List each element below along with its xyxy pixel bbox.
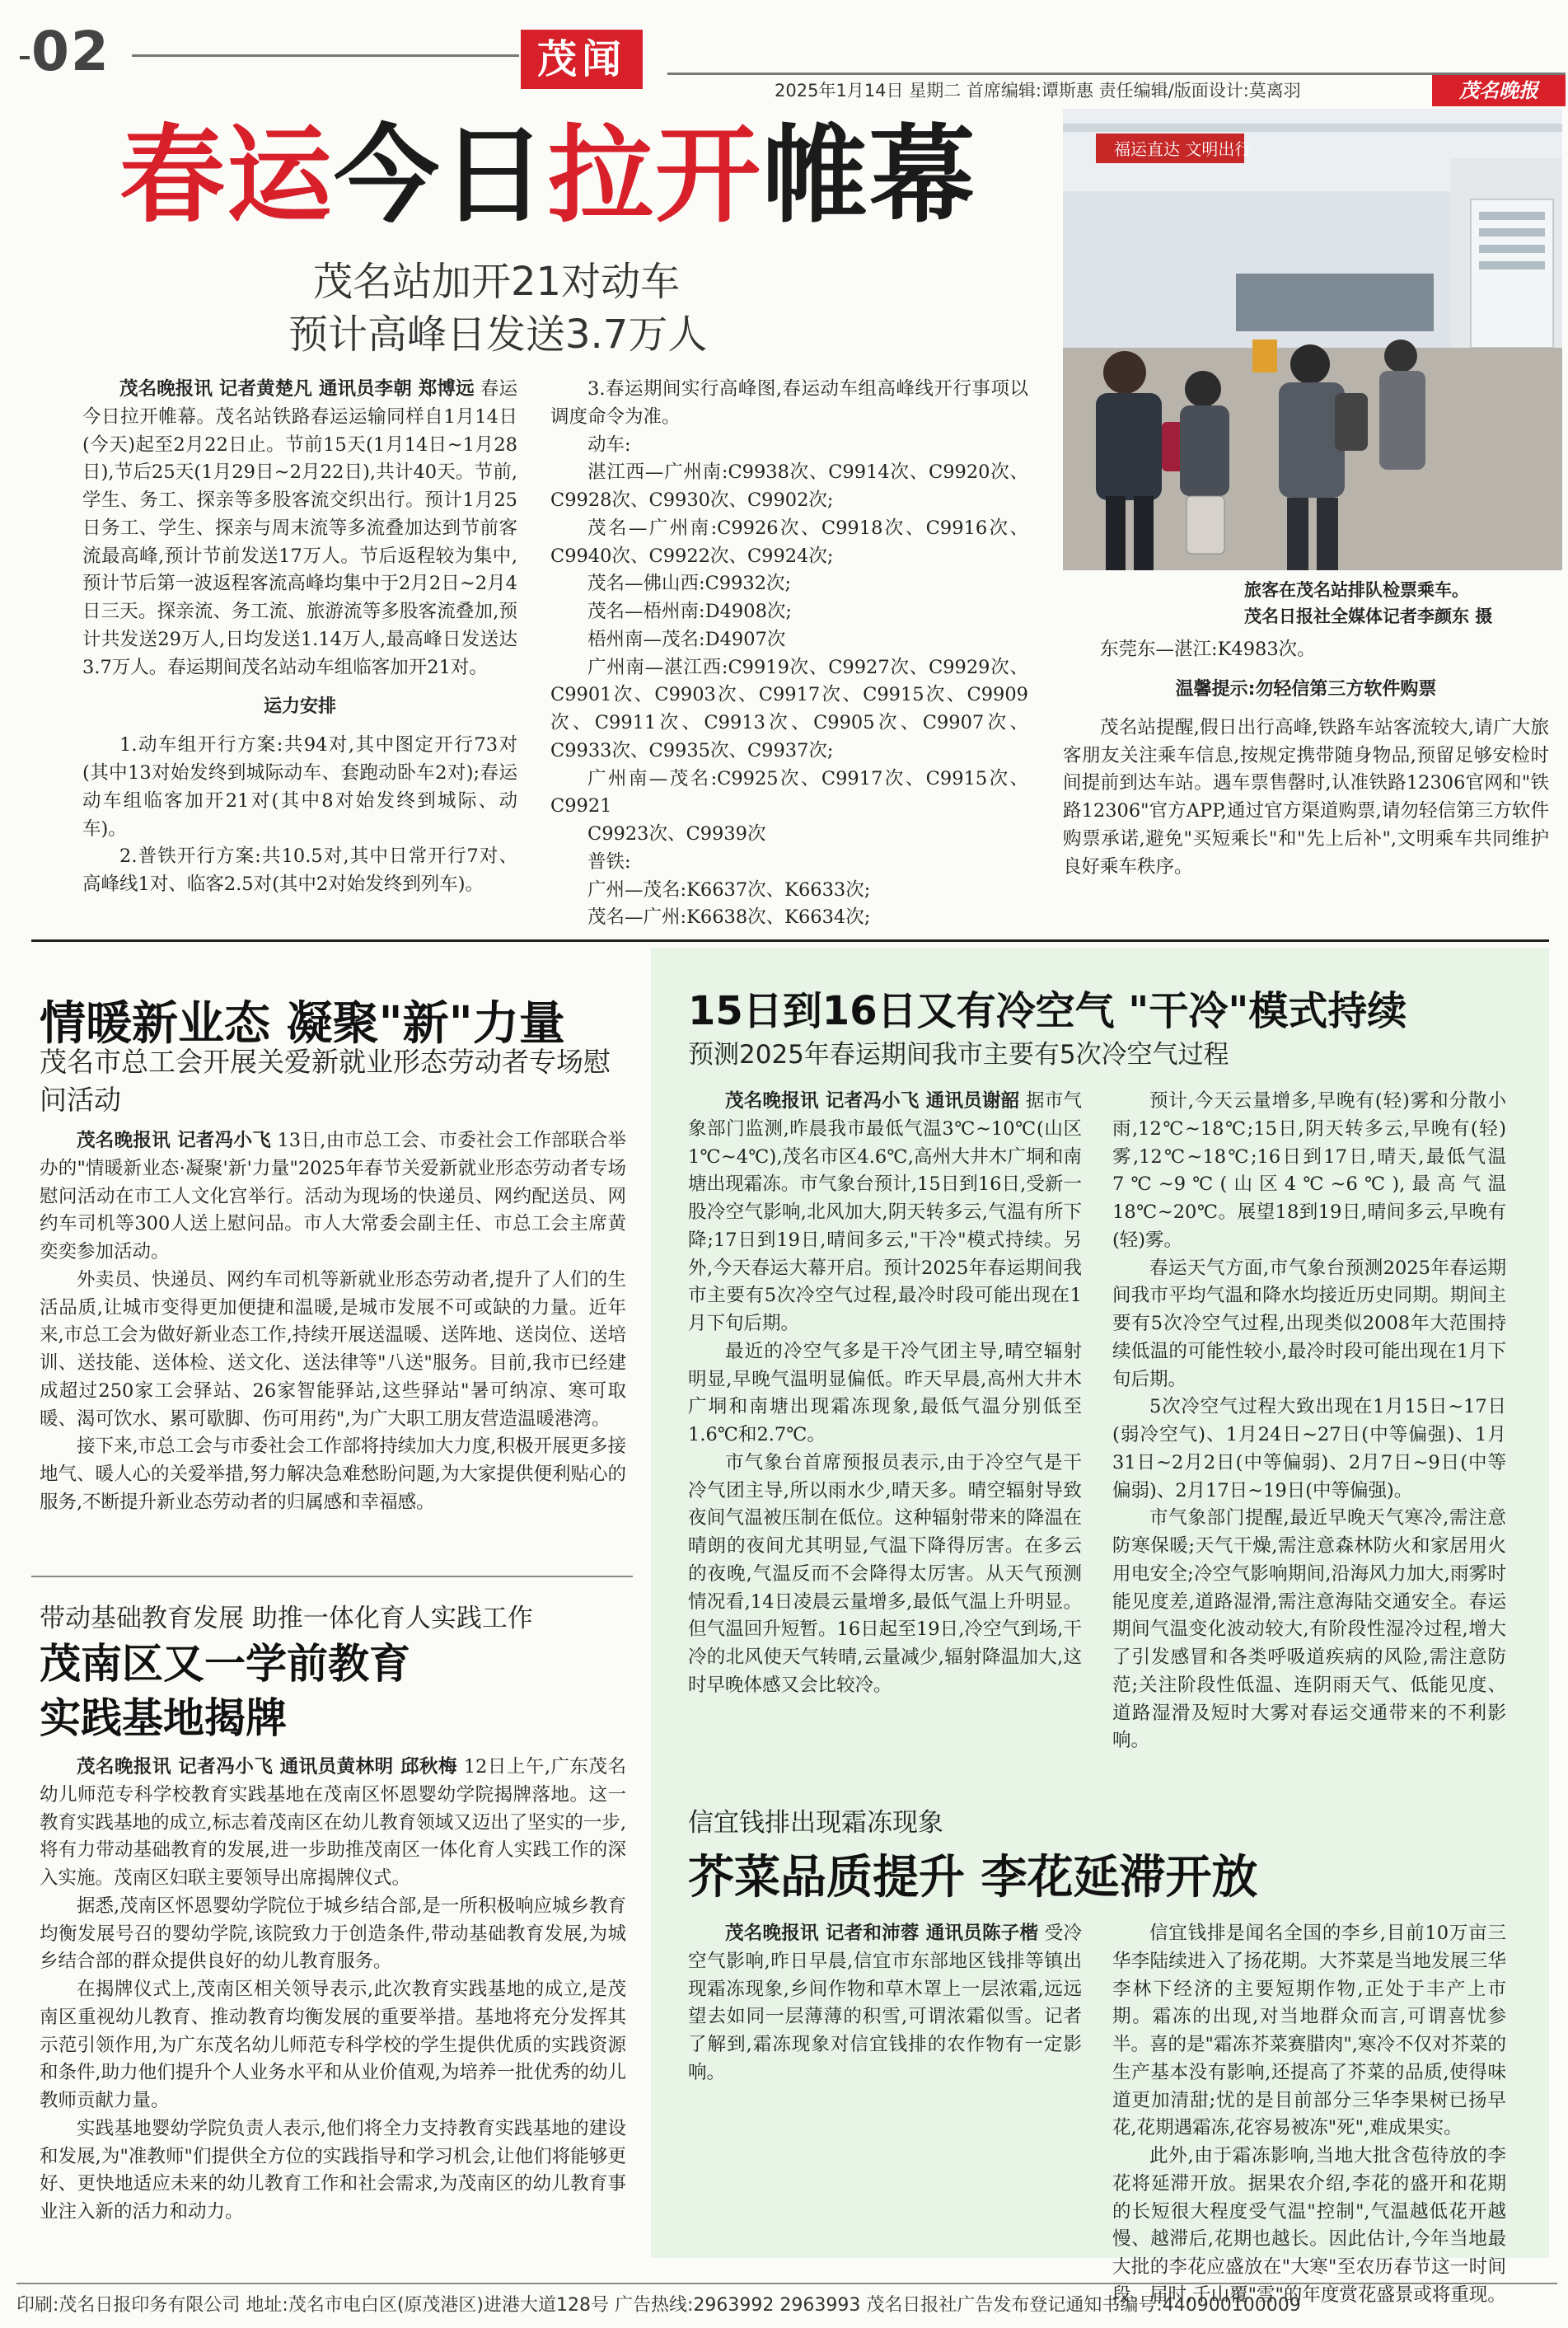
preschool-title [40, 1637, 410, 1745]
mustard-column-1 [688, 1920, 1082, 2087]
weather-paragraph-2: 最近的冷空气多是干冷气团主导,晴空辐射明显,早晚气温明显偏低。昨天早晨,高州大井木广垌和南塘出现霜冻现象,最低气温分别低至1.6℃和2.7℃。 [688, 1340, 1082, 1445]
schedule-line: 东莞东—湛江:K4983次。 [1100, 639, 1316, 660]
mustard-paragraph-1: 受冷空气影响,昨日早晨,信宜市东部地区钱排等镇出现霜冻现象,乡间作物和草木罩上一层浓霜,远远望去如同一层薄薄的积雪,可谓浓霜似雪。记者了解到,霜冻现象对信宜钱排的农作物有一定影响。 [688, 1923, 1082, 2083]
photo-caption-line-2: 茂名日报社全媒体记者李颜东 摄 [1244, 607, 1493, 626]
preschool-paragraph-1: 12日上午,广东茂名幼儿师范专科学校教育实践基地在茂南区怀恩婴幼学院揭牌落地。这一教育实践基地的成立,标志着茂南区在幼儿教育领域又迈出了坚实的一步,将有力带动基础教育的发展,进一步助推茂南区一体化育人实践工作的深入实施。茂南区妇联主要领导出席揭牌仪式。 [40, 1756, 626, 1889]
lead-byline: 茂名晚报讯 记者黄楚凡 通讯员李朝 郑博远 [119, 378, 475, 400]
union-paragraph-2: 外卖员、快递员、网约车司机等新就业形态劳动者,提升了人们的生活品质,让城市变得更加便捷和温暖,是城市发展不可或缺的力量。近年来,市总工会为做好新业态工作,持续开展送温暖、送阵地、送岗位、送培训、送技能、送体检、送文化、送法律等"八送"服务。目前,我市已经建成超过250家工会驿站、26家智能驿站,这些驿站"暑可纳凉、寒可取暖、渴可饮水、累可歇脚、伤可用药",为广大职工朋友营造温暖港湾。 [40, 1268, 626, 1430]
schedule-line: 动车: [587, 433, 631, 456]
schedule-line: 广州南—茂名:C9925次、C9917次、C9915次、C9921 [550, 767, 1028, 817]
weather-paragraph-4: 预计,今天云量增多,早晚有(轻)雾和分散小雨,12℃~18℃;15日,阴天转多云,早晚有(轻)雾,12℃~18℃;16日到17日,晴天,最低气温7℃~9℃(山区4℃~6℃),最高气温18℃~20℃。展望18到19日,晴间多云,早晚有(轻)雾。 [1112, 1090, 1506, 1251]
lead-section-title: 运力安排 [263, 696, 336, 718]
lead-column-3 [1063, 636, 1549, 881]
schedule-line: C9923次、C9939次 [587, 823, 766, 845]
schedule-line: 3.春运期间实行高峰图,春运动车组高峰线开行事项以调度命令为准。 [550, 378, 1028, 428]
preschool-body [40, 1754, 626, 2227]
weather-byline: 茂名晚报讯 记者冯小飞 通讯员谢韶 [725, 1090, 1020, 1112]
lead-subhead-line-1: 茂名站加开21对动车 [313, 259, 681, 305]
photo-caption [1244, 577, 1557, 630]
mustard-paragraph-2: 信宜钱排是闻名全国的李乡,目前10万亩三华李陆续进入了扬花期。大芥菜是当地发展三华李林下经济的主要短期作物,正处于丰产上市期。霜冻的出现,对当地群众而言,可谓喜忧参半。喜的是"霜冻芥菜赛腊肉",寒冷不仅对芥菜的生产基本没有影响,还提高了芥菜的品质,使得味道更加清甜;忧的是目前部分三华李果树已扬早花,花期遇霜冻,花容易被冻"死",难成果实。 [1112, 1923, 1506, 2139]
union-paragraph-3: 接下来,市总工会与市委社会工作部将持续加大力度,积极开展更多接地气、暖人心的关爱举措,努力解决急难愁盼问题,为大家提供便利贴心的服务,不断提升新业态劳动者的归属感和幸福感。 [40, 1436, 626, 1513]
weather-paragraph-1: 据市气象部门监测,昨晨我市最低气温3℃~10℃(山区1℃~4℃),茂名市区4.6℃,高州大井木广垌和南塘出现霜冻。市气象台预计,15日到16日,受新一股冷空气影响,北风加大,阴天转多云,气温有所下降;17日到19日,晴间多云,"干冷"模式持续。另外,今天春运大幕开启。预计2025年春运期间我市主要有5次冷空气过程,最冷时段可能出现在1月下旬后期。 [688, 1090, 1083, 1334]
schedule-line: 广州—茂名:K6637次、K6633次; [587, 878, 871, 901]
lead-subhead-line-2: 预计高峰日发送3.7万人 [288, 311, 708, 358]
page-number: 02 [31, 20, 110, 83]
header-rule [132, 54, 519, 57]
photo-sign-text: 福运直达 文明出行 [1114, 139, 1252, 159]
tip-title: 温馨提示:勿轻信第三方软件购票 [1175, 678, 1437, 700]
weather-subtitle: 预测2025年春运期间我市主要有5次冷空气过程 [688, 1040, 1229, 1070]
weather-paragraph-3: 市气象台首席预报员表示,由于冷空气是干冷气团主导,所以雨水少,晴天多。晴空辐射导致夜间气温被压制在低位。这种辐射带来的降温在晴朗的夜间尤其明显,气温下降得厉害。在多云的夜晚,气温反而不会降得太厉害。从天气预测情况看,14日凌晨云量增多,最低气温上升明显。但气温回升短暂。16日起至19日,冷空气到场,干冷的北风使天气转晴,云量减少,辐射降温加大,这时早晚体感又会比较冷。 [688, 1451, 1082, 1696]
weather-paragraph-6: 5次冷空气过程大致出现在1月15日~17日(弱冷空气)、1月24日~27日(中等偏强)、1月31日~2月2日(中等偏弱)、2月7日~9日(中等偏弱)、2月17日~19日(中等偏强)。 [1112, 1396, 1506, 1501]
schedule-line: 茂名—梧州南:D4908次; [587, 601, 792, 622]
preschool-title-line-1: 茂南区又一学前教育 [40, 1640, 410, 1688]
schedule-line: 广州南—湛江西:C9919次、C9927次、C9929次、C9901次、C9903次、C9917次、C9915次、C9909次、C9911次、C9913次、C9905次、C9907次、C9933次、C9935次、C9937次; [550, 656, 1028, 761]
section-divider [31, 1576, 633, 1577]
weather-column-2 [1112, 1088, 1506, 1755]
union-subtitle: 茂名市总工会开展关爱新就业形态劳动者专场慰问活动 [40, 1046, 611, 1116]
union-title: 情暖新业态 凝聚"新"力量 [40, 997, 565, 1051]
tip-text: 茂名站提醒,假日出行高峰,铁路车站客流较大,请广大旅客朋友关注乘车信息,按规定携带随身物品,预留足够安检时间提前到达车站。遇车票售罄时,认准铁路12306官网和"铁路12306"官方APP,通过官方渠道购票,请勿轻信第三方软件购票承诺,避免"买短乘长"和"先上后补",文明乘车共同维护良好乘车秩序。 [1063, 716, 1549, 878]
lead-subhead [280, 255, 939, 361]
mustard-column-2 [1112, 1920, 1506, 2310]
paper-logo: 茂名晚报 [1432, 75, 1566, 106]
preschool-paragraph-3: 在揭牌仪式上,茂南区相关领导表示,此次教育实践基地的成立,是茂南区重视幼儿教育、推动教育均衡发展的重要举措。基地将充分发挥其示范引领作用,为广东茂名幼儿师范专科学校的学生提供优质的实践资源和条件,助力他们提升个人业务水平和从业价值观,为培养一批优秀的幼儿教师贡献力量。 [40, 1979, 626, 2111]
preschool-kicker: 带动基础教育发展 助推一体化育人实践工作 [40, 1604, 533, 1633]
union-paragraph-1: 13日,由市总工会、市委社会工作部联合举办的"情暖新业态·凝聚'新'力量"2025年春节关爱新就业形态劳动者专场慰问活动在市工人文化宫举行。活动为现场的快递员、网约配送员、网约车司机等300人送上慰问品。市人大常委会副主任、市总工会主席黄奕奕参加活动。 [40, 1130, 626, 1262]
weather-column-1 [688, 1088, 1082, 1700]
lead-column-2 [550, 376, 1028, 932]
schedule-line: 茂名—广州南:C9926次、C9918次、C9916次、C9940次、C9922次、C9924次; [550, 517, 1028, 567]
union-body [40, 1127, 626, 1517]
lead-paragraph-1: 春运今日拉开帷幕。茂名站铁路春运运输同样自1月14日(今天)起至2月22日止。节前15天(1月14日~1月28日),节后25天(1月29日~2月22日),共计40天。节前,学生、务工、探亲等多股客流交织出行。预计1月25日务工、学生、探亲与周末流等多流叠加达到节前客流最高峰,预计节前发送17万人。节后返程较为集中,预计节后第一波返程客流高峰均集中于2月2日~2月4日三天。探亲流、务工流、旅游流等多股客流叠加,预计共发送29万人,日均发送1.14万人,最高峰日发送达3.7万人。春运期间茂名站动车组临客加开21对。 [82, 378, 517, 678]
schedule-line: 湛江西—广州南:C9938次、C9914次、C9920次、C9928次、C9930次、C9902次; [550, 461, 1028, 511]
mustard-byline: 茂名晚报讯 记者和沛蓉 通讯员陈子楷 [725, 1923, 1039, 1944]
preschool-paragraph-4: 实践基地婴幼学院负责人表示,他们将全力支持教育实践基地的建设和发展,为"准教师"们提供全方位的实践指导和学习机会,让他们将能够更好、更快地适应未来的幼儿教育工作和社会需求,为茂南区的幼儿教育事业注入新的活力和动力。 [40, 2117, 626, 2223]
preschool-paragraph-2: 据悉,茂南区怀恩婴幼学院位于城乡结合部,是一所积极响应城乡教育均衡发展号召的婴幼学院,该院致力于创造条件,带动基础教育发展,为城乡结合部的群众提供良好的幼儿教育服务。 [40, 1895, 626, 1973]
weather-paragraph-5: 春运天气方面,市气象台预测2025年春运期间我市平均气温和降水均接近历史同期。期间主要有5次冷空气过程,出现类似2008年大范围持续低温的可能性较小,最冷时段可能出现在1月下旬后期。 [1112, 1257, 1506, 1390]
schedule-line: 茂名—广州:K6638次、K6634次; [587, 906, 871, 929]
schedule-line: 梧州南—茂名:D4907次 [587, 628, 786, 650]
weather-paragraph-7: 市气象部门提醒,最近早晚天气寒冷,需注意防寒保暖;天气干燥,需注意森林防火和家居用火用电安全;冷空气影响期间,沿海风力加大,雨雾时能见度差,道路湿滑,需注意海陆交通安全。春运期间气温变化波动较大,有阶段性湿冷过程,增大了引发感冒和各类呼吸道疾病的风险,需注意防范;关注阶段性低温、连阴雨天气、低能见度、道路湿滑及短时大雾对春运交通带来的不利影响。 [1112, 1507, 1506, 1752]
schedule-line: 茂名—佛山西:C9932次; [587, 573, 792, 595]
footer-imprint: 印刷:茂名日报印务有限公司 地址:茂名市电白区(原茂港区)进港大道128号 广告热线:2963992 2963993 茂名日报社广告发布登记通知书编号:440900100009 [16, 2283, 1557, 2316]
station-photo [1063, 109, 1562, 570]
photo-caption-line-1: 旅客在茂名站排队检票乘车。 [1244, 580, 1469, 600]
station-photo-illustration [1063, 109, 1562, 570]
mustard-title: 芥菜品质提升 李花延滞开放 [688, 1851, 1258, 1904]
section-label: 茂闻 [521, 30, 643, 89]
preschool-byline: 茂名晚报讯 记者冯小飞 通讯员黄林明 邱秋梅 [77, 1756, 458, 1778]
mustard-kicker: 信宜钱排出现霜冻现象 [688, 1808, 943, 1838]
dateline [667, 73, 1566, 107]
preschool-title-line-2: 实践基地揭牌 [40, 1694, 287, 1742]
mustard-paragraph-3: 此外,由于霜冻影响,当地大批含苞待放的李花将延滞开放。据果农介绍,李花的盛开和花期的长短很大程度受气温"控制",气温越低花开越慢、越滞后,花期也越长。因此估计,今年当地最大批的李花应盛放在"大寒"至农历春节这一时间段。届时,千山覆"雪"的年度赏花盛景或将重现。 [1112, 2145, 1506, 2306]
lead-paragraph-2: 1.动车组开行方案:共94对,其中图定开行73对(其中13对始发终到城际动车、套跑动卧车2对);春运动车组临客加开21对(其中8对始发终到城际、动车)。 [82, 734, 517, 840]
section-divider [31, 939, 1549, 942]
weather-title: 15日到16日又有冷空气 "干冷"模式持续 [688, 988, 1407, 1034]
lead-headline: 春运今日拉开帷幕 [119, 115, 977, 237]
lead-paragraph-3: 2.普铁开行方案:共10.5对,其中日常开行7对、高峰线1对、临客2.5对(其中2对始发终到列车)。 [82, 845, 517, 895]
schedule-line: 普铁: [587, 850, 631, 873]
union-byline: 茂名晚报讯 记者冯小飞 [77, 1130, 272, 1151]
lead-column-1 [82, 376, 517, 899]
dateline-text: 2025年1月14日 星期二 首席编辑:谭斯惠 责任编辑/版面设计:莫离羽 [775, 81, 1301, 101]
